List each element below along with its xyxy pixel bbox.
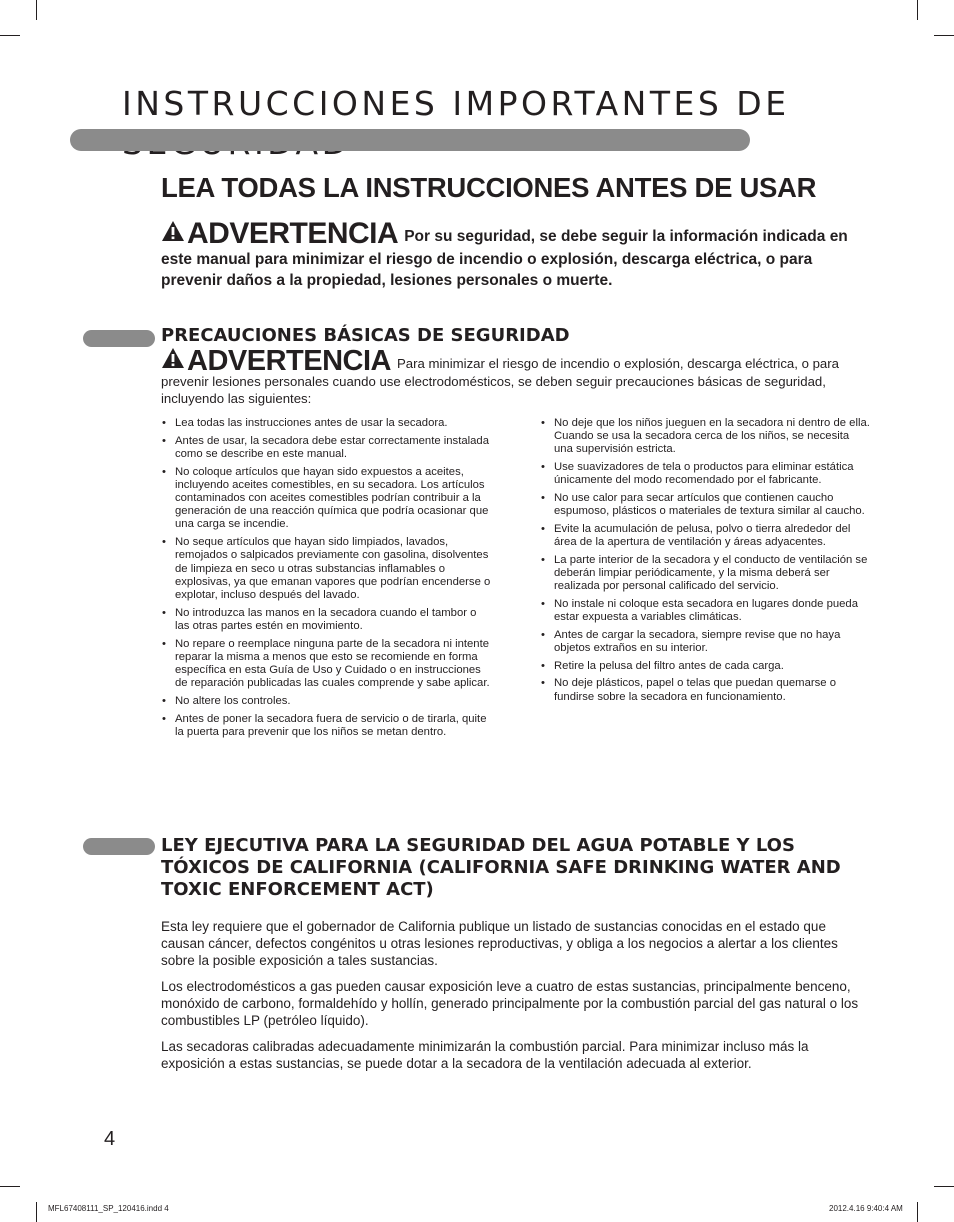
warning-block xyxy=(161,217,871,292)
crop-mark xyxy=(0,35,20,36)
crop-mark xyxy=(36,0,37,20)
warning-triangle-icon xyxy=(161,347,185,373)
list-item: • No instale ni coloque esta secadora en lugares donde pueda estar expuesta a variables climáticas. xyxy=(540,598,870,624)
warning-label: ADVERTENCIA xyxy=(187,345,391,377)
crop-mark xyxy=(36,1202,37,1222)
list-item: • No deje que los niños jueguen en la secadora ni dentro de ella. Cuando se usa la secadora cerca de los niños, se necesita una supervisión estricta. xyxy=(540,417,870,457)
paragraph: Esta ley requiere que el gobernador de California publique un listado de sustancias conocidas en el estado que causan cáncer, defectos congénitos u otras lesiones reproductivas, y obliga a los negocios a alertar a los clientes sobre la posible exposición a tales sustancias. xyxy=(161,919,838,968)
prop65-body xyxy=(161,918,873,1081)
list-item: • No seque artículos que hayan sido limpiados, lavados, remojados o salpicados previamente con gasolina, disolventes de limpieza en seco u otras substancias inflamables o explosivas, ya que emanan vapores que podrían encenderse o explotar, incluso después del lavado. xyxy=(161,536,491,602)
precautions-warning-block xyxy=(161,347,871,407)
section-marker xyxy=(83,330,155,347)
list-item: • Antes de cargar la secadora, siempre revise que no haya objetos extraños en su interior. xyxy=(540,629,870,655)
warning-label: ADVERTENCIA xyxy=(187,217,399,250)
title-divider-bar xyxy=(70,129,750,151)
list-item: • Antes de poner la secadora fuera de servicio o de tirarla, quite la puerta para prevenir que los niños se metan dentro. xyxy=(161,713,491,739)
precautions-left-column xyxy=(161,417,491,743)
list-item: • No deje plásticos, papel o telas que puedan quemarse o fundirse sobre la secadora en funcionamiento. xyxy=(540,677,870,703)
section-marker xyxy=(83,838,155,855)
list-item: • No introduzca las manos en la secadora cuando el tambor o las otras partes estén en movimiento. xyxy=(161,607,491,633)
footer-file-name: MFL67408111_SP_120416.indd 4 xyxy=(48,1204,169,1213)
list-item: • Use suavizadores de tela o productos para eliminar estática únicamente del modo recomendado por el fabricante. xyxy=(540,461,870,487)
list-item: • No altere los controles. xyxy=(161,695,491,708)
section-heading-basic-precautions: PRECAUCIONES BÁSICAS DE SEGURIDAD xyxy=(161,325,570,346)
list-item: • No repare o reemplace ninguna parte de la secadora ni intente reparar la misma a menos que esto se recomiende en forma específica en esta Guía de Uso y Cuidado o en instrucciones de reparación publicadas las cuales comprende y sabe aplicar. xyxy=(161,638,491,691)
crop-mark xyxy=(0,1186,20,1187)
precautions-right-column xyxy=(540,417,870,708)
page-title: INSTRUCCIONES IMPORTANTES DE xyxy=(122,84,790,123)
warning-text: Para minimizar el riesgo de incendio o explosión, descarga eléctrica, o para prevenir lesiones personales cuando use electrodomésticos, se deben seguir precauciones básicas de seguridad, incluyendo las siguientes: xyxy=(161,356,839,406)
read-all-heading: LEA TODAS LA INSTRUCCIONES ANTES DE USAR xyxy=(161,172,817,203)
paragraph: Los electrodomésticos a gas pueden causar exposición leve a cuatro de estas sustancias, principalmente benceno, monóxido de carbono, formaldehído y hollín, generado principalmente por la combustión parcial del gas natural o los combustibles LP (petróleo líquido). xyxy=(161,979,859,1028)
crop-mark xyxy=(934,35,954,36)
list-item: • No coloque artículos que hayan sido expuestos a aceites, incluyendo aceites comestibles, en su secadora. Los artículos contaminados con aceites comestibles podrían contribuir a la generación de una reacción química que podría ocasionar que una carga se incendie. xyxy=(161,466,491,532)
list-item: • Lea todas las instrucciones antes de usar la secadora. xyxy=(161,417,491,430)
page-number: 4 xyxy=(104,1128,116,1150)
list-item: • Evite la acumulación de pelusa, polvo o tierra alrededor del área de la apertura de ventilación y áreas adyacentes. xyxy=(540,523,870,549)
list-item: • La parte interior de la secadora y el conducto de ventilación se deberán limpiar periódicamente, y la misma deberá ser realizada por personal calificado del servicio. xyxy=(540,554,870,594)
crop-mark xyxy=(917,1202,918,1222)
warning-triangle-icon xyxy=(161,220,185,249)
list-item: • Antes de usar, la secadora debe estar correctamente instalada como se describe en este manual. xyxy=(161,435,491,461)
footer-timestamp: 2012.4.16 9:40:4 AM xyxy=(829,1204,903,1213)
section-heading-prop65: LEY EJECUTIVA PARA LA SEGURIDAD DEL AGUA POTABLE Y LOS TÓXICOS DE CALIFORNIA (CALIFORNIA SAFE DRINKING WATER AND TOXIC ENFORCEMENT ACT) xyxy=(161,835,841,900)
crop-mark xyxy=(934,1186,954,1187)
warning-text: Por su seguridad, se debe seguir la información indicada en este manual para minimizar el riesgo de incendio o explosión, descarga eléctrica, o para prevenir daños a la propiedad, lesiones personales o muerte. xyxy=(161,228,848,289)
list-item: • Retire la pelusa del filtro antes de cada carga. xyxy=(540,660,870,673)
paragraph: Las secadoras calibradas adecuadamente minimizarán la combustión parcial. Para minimizar incluso más la exposición a estas sustancias, se puede dotar a la secadora de la ventilación adecuada al exterior. xyxy=(161,1039,809,1071)
list-item: • No use calor para secar artículos que contienen caucho espumoso, plásticos o materiales de textura similar al caucho. xyxy=(540,492,870,518)
crop-mark xyxy=(917,0,918,20)
